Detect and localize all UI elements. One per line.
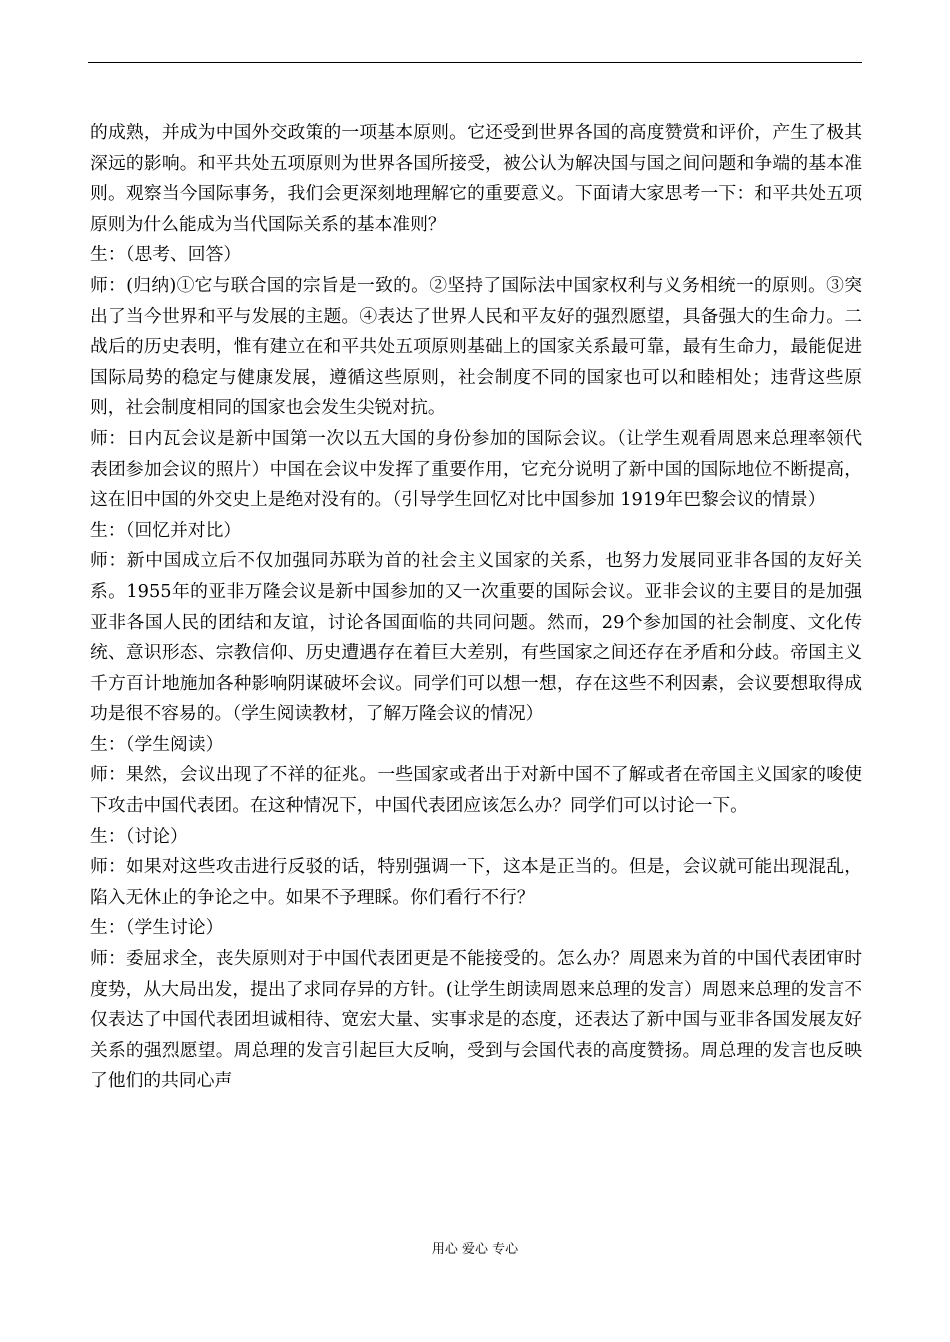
paragraph: 生：（学生讨论） [90, 917, 224, 939]
paragraph: 的成熟，并成为中国外交政策的一项基本原则。它还受到世界各国的高度赞赏和评价，产生了极其深远的影响。和平共处五项原则为世界各国所接受，被公认为解决国与国之间问题和争端的基本准则。观察当今国际事务，我们会更深刻地理解它的重要意义。下面请大家思考一下：和平共处五项原则为什么能成为当代国际关系的基本准则？ [90, 122, 862, 235]
paragraph: 生：（学生阅读） [90, 733, 224, 755]
paragraph: 师：日内瓦会议是新中国第一次以五大国的身份参加的国际会议。（让学生观看周恩来总理率领代表团参加会议的照片）中国在会议中发挥了重要作用，它充分说明了新中国的国际地位不断提高，这在旧中国的外交史上是绝对没有的。（引导学生回忆对比中国参加 1919年巴黎会议的情景） [90, 427, 862, 511]
page-footer: 用心 爱心 专心 [431, 1242, 519, 1257]
paragraph: 师：委屈求全，丧失原则对于中国代表团更是不能接受的。怎么办？周恩来为首的中国代表团审时度势，从大局出发，提出了求同存异的方针。(让学生朗读周恩来总理的发言）周恩来总理的发言不仅表达了中国代表团坦诚相待、宽宏大量、实事求是的态度，还表达了新中国与亚非各国发展友好关系的强烈愿望。周总理的发言引起巨大反响，受到与会国代表的高度赞扬。周总理的发言也反映了他们的共同心声 [90, 948, 862, 1092]
paragraph: 生：（回忆并对比） [90, 519, 242, 541]
paragraph: 生：（思考、回答） [90, 244, 242, 266]
paragraph: 师：如果对这些攻击进行反驳的话，特别强调一下，这本是正当的。但是，会议就可能出现混乱，陷入无休止的争论之中。如果不予理睬。你们看行不行？ [90, 856, 862, 908]
paragraph: 师：(归纳)①它与联合国的宗旨是一致的。②坚持了国际法中国家权利与义务相统一的原则。③突出了当今世界和平与发展的主题。④表达了世界人民和平友好的强烈愿望，具备强大的生命力。二战后的历史表明，惟有建立在和平共处五项原则基础上的国家关系最可靠，最有生命力，最能促进国际局势的稳定与健康发展，遵循这些原则，社会制度不同的国家也可以和睦相处；违背这些原则，社会制度相同的国家也会发生尖锐对抗。 [90, 274, 862, 419]
paragraph: 师：新中国成立后不仅加强同苏联为首的社会主义国家的关系，也努力发展同亚非各国的友好关系。1955年的亚非万隆会议是新中国参加的又一次重要的国际会议。亚非会议的主要目的是加强亚非各国人民的团结和友谊，讨论各国面临的共同问题。然而，29个参加国的社会制度、文化传统、意识形态、宗教信仰、历史遭遇存在着巨大差别，有些国家之间还存在矛盾和分歧。帝国主义千方百计地施加各种影响阴谋破坏会议。同学们可以想一想，存在这些不利因素，会议要想取得成功是很不容易的。（学生阅读教材，了解万隆会议的情况） [90, 550, 862, 725]
paragraph: 师：果然，会议出现了不祥的征兆。一些国家或者出于对新中国不了解或者在帝国主义国家的唆使下攻击中国代表团。在这种情况下，中国代表团应该怎么办？同学们可以讨论一下。 [90, 764, 862, 817]
body-text [90, 118, 862, 1097]
paragraph: 生：（讨论） [90, 825, 188, 847]
header-rule [88, 62, 862, 63]
